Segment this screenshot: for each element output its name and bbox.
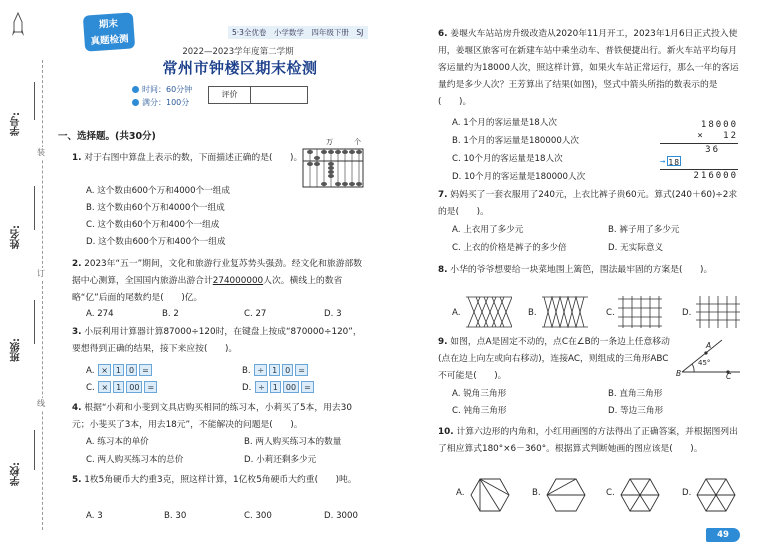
calc-key: ÷ (255, 381, 268, 393)
student-id-line (34, 82, 35, 120)
question-number: 4. (72, 403, 82, 413)
q7-option-b[interactable]: B. 裤子用了多少元 (608, 225, 680, 235)
abacus-label-ge: 个 (354, 138, 361, 146)
q8-option-d[interactable]: D. (682, 308, 692, 318)
boxed-digit: 18 (668, 158, 681, 167)
underlined-number: 274000000 (212, 276, 264, 286)
grade-label: 评价 (209, 87, 251, 103)
q5-option-a[interactable]: A. 3 (86, 511, 103, 521)
q8-option-a[interactable]: A. (452, 308, 461, 318)
calc-key: = (295, 364, 308, 376)
page-title: 常州市钟楼区期末检测 (162, 59, 318, 77)
hexagon-a-figure (470, 478, 510, 516)
arrow-box (667, 156, 681, 166)
question-text: 小辰利用计算器计算87000÷120时，在键盘上按成“870000÷120”，要想得到正确的结果，接下来应按( )。 (72, 327, 362, 354)
question-number: 3. (72, 327, 82, 337)
q5-option-b[interactable]: B. 30 (164, 511, 187, 521)
q10-option-b[interactable]: B. (532, 488, 541, 498)
term-label: 2022—2023学年度第二学期 (182, 47, 294, 57)
question-text: 1枚5角硬币大约重3克，照这样计算，1亿枚5角硬币大约重( )吨。 (84, 475, 357, 485)
class-line (34, 300, 35, 344)
question-3 (72, 324, 364, 358)
calc-key: 0 (282, 364, 293, 376)
calc-key: × (98, 381, 111, 393)
mult-row-arrow (660, 156, 738, 168)
fence-d-figure (696, 296, 740, 332)
class-label: 班级: (11, 338, 22, 362)
question-number: 2. (72, 259, 82, 269)
question-2 (72, 256, 364, 307)
q4-option-b[interactable]: B. 两人购买练习本的数量 (244, 437, 342, 447)
q3-option-b[interactable] (242, 364, 309, 378)
q5-option-d[interactable]: D. 3000 (324, 511, 358, 521)
question-number: 6. (438, 29, 448, 39)
hexagon-b-figure (546, 478, 586, 516)
question-8 (438, 262, 740, 279)
angle-figure (676, 336, 742, 382)
question-number: 9. (438, 337, 448, 347)
calc-key: = (301, 381, 314, 393)
hexagon-c-figure (620, 478, 660, 516)
section-heading: 一、选择题。(共30分) (58, 131, 156, 142)
student-id-label: 学号: (11, 112, 22, 136)
calc-key: 1 (269, 364, 280, 376)
question-6 (438, 26, 740, 111)
cut-mark-1: 装 (37, 147, 45, 160)
q3-option-a[interactable] (86, 364, 153, 378)
name-label: 姓名: (11, 225, 22, 249)
calc-key: 1 (113, 381, 124, 393)
point-c-label: C (726, 372, 732, 381)
mult-row: 216000 (693, 171, 738, 181)
q1-option-d[interactable]: D. 这个数由600个万和400个一组成 (86, 237, 226, 247)
question-number: 7. (438, 190, 448, 200)
cut-line (42, 60, 43, 530)
abacus-label-wan: 万 (326, 138, 333, 146)
series-label: 5·3全优卷 小学数学 四年级下册 SJ (228, 26, 368, 39)
point-b-label: B (676, 369, 682, 378)
q6-option-b[interactable]: B. 1个月的客运量是180000人次 (452, 136, 579, 146)
q4-option-a[interactable]: A. 练习本的单价 (86, 437, 149, 447)
q8-option-c[interactable]: C. (606, 308, 615, 318)
fence-b-figure (542, 296, 588, 332)
badge-line-2: 真题检测 (90, 33, 129, 48)
clock-icon (132, 86, 139, 93)
calc-key: = (139, 364, 152, 376)
question-text: 妈妈买了一套衣服用了240元，上衣比裤子贵60元。算式(240＋60)÷2求的是( )。 (438, 190, 738, 217)
logo-icon (12, 12, 24, 38)
question-9 (438, 334, 670, 385)
binding-strip (0, 0, 52, 550)
question-text: 小华的爷爷想要给一块菜地围上篱笆，围法最牢固的方案是( )。 (450, 265, 713, 275)
question-text: 根据“小莉和小斐到文具店购买相同的练习本，小莉买了5本，用去30元；小斐买了3本，用去18元”，不能解决的问题是( )。 (72, 403, 352, 430)
q6-option-a[interactable]: A. 1个月的客运量是18人次 (452, 118, 557, 128)
question-text: 2023年“五一”期间，文化和旅游行业复苏势头强劲。经文化和旅游部数据中心测算，全国国内旅游出游合计 (72, 259, 363, 286)
calc-key: × (98, 364, 111, 376)
school-line (34, 430, 35, 470)
q9-option-d[interactable]: D. 等边三角形 (608, 406, 664, 416)
q2-option-a[interactable]: A. 274 (86, 309, 114, 319)
q7-option-a[interactable]: A. 上衣用了多少元 (452, 225, 524, 235)
calc-key: 00 (126, 381, 142, 393)
name-line (34, 186, 35, 230)
question-10 (438, 424, 740, 458)
angle-label: 45° (698, 359, 711, 367)
question-5 (72, 472, 364, 489)
calc-key: = (144, 381, 157, 393)
question-4 (72, 400, 364, 434)
q10-option-c[interactable]: C. (606, 488, 615, 498)
q9-option-c[interactable]: C. 钝角三角形 (452, 406, 507, 416)
score-info (132, 98, 189, 109)
q2-option-d[interactable]: D. 3 (324, 309, 342, 319)
time-info (132, 85, 192, 96)
question-number: 5. (72, 475, 82, 485)
option-letter: B. (242, 366, 251, 376)
q10-option-d[interactable]: D. (682, 488, 692, 498)
q9-option-b[interactable]: B. 直角三角形 (608, 389, 663, 399)
question-number: 10. (438, 427, 454, 437)
score-icon (132, 99, 139, 106)
q5-option-c[interactable]: C. 300 (244, 511, 272, 521)
question-text: 姜堰火车站站房升级改造从2020年11月开工，2023年1月6日正式投入使用，姜堰区旅客可在新建车站中乘坐动车、普铁便捷出行。新火车站平均每月客运量约为18000人次，照这样计算，如果火车站正常运行，那么一年的客运量约是多少人次？王芳算出了结果(如图)，竖式中箭头所指的数表示的是( )。 (438, 29, 739, 107)
q8-option-b[interactable]: B. (528, 308, 537, 318)
abacus-figure (302, 138, 364, 188)
cut-mark-2: 订 (37, 268, 45, 281)
question-number: 1. (72, 153, 82, 163)
q4-option-c[interactable]: C. 两人购买练习本的总价 (86, 455, 184, 465)
q3-option-d[interactable] (242, 381, 315, 395)
q3-option-c[interactable] (86, 381, 158, 395)
cut-mark-3: 线 (37, 398, 45, 411)
q1-option-c[interactable]: C. 这个数由60个万和400个一组成 (86, 220, 220, 230)
q1-option-b[interactable]: B. 这个数由60个万和4000个一组成 (86, 203, 225, 213)
page-number: 49 (706, 528, 740, 542)
vertical-multiplication (660, 120, 738, 182)
calc-key: 1 (270, 381, 281, 393)
fence-c-figure (618, 296, 662, 332)
question-text: 如图，点A是固定不动的，点C在∠B的一条边上任意移动(点在边上向左或向右移动)，连接AC，则组成的三角形ABC不可能是( )。 (438, 337, 670, 381)
question-7 (438, 187, 740, 221)
question-1 (72, 150, 304, 167)
mult-row: 36 (705, 145, 720, 155)
option-letter: D. (242, 383, 252, 393)
mult-row: 18000 (700, 120, 738, 130)
mult-row: × 12 (697, 131, 738, 141)
q2-option-c[interactable]: C. 27 (244, 309, 267, 319)
school-label: 学校: (11, 462, 22, 486)
badge-line-1: 期末 (98, 18, 119, 31)
calc-key: ÷ (254, 364, 267, 376)
mult-rule (660, 169, 738, 170)
option-letter: C. (86, 383, 95, 393)
q10-option-a[interactable]: A. (456, 488, 465, 498)
question-text: 对于右图中算盘上表示的数，下面描述正确的是( )。 (84, 153, 303, 163)
q7-option-c[interactable]: C. 上衣的价格是裤子的多少倍 (452, 243, 567, 253)
grade-box[interactable] (208, 86, 308, 104)
question-number: 8. (438, 265, 448, 275)
q6-option-d[interactable]: D. 10个月的客运量是180000人次 (452, 172, 586, 182)
q1-option-a[interactable]: A. 这个数由600个万和4000个一组成 (86, 186, 230, 196)
time-label: 时间：60分钟 (142, 85, 193, 94)
calc-key: 00 (283, 381, 299, 393)
q4-option-d[interactable]: D. 小莉还剩多少元 (244, 455, 317, 465)
question-text: 计算六边形的内角和，小红用画图的方法得出了正确答案，并根据图列出了相应算式180°×6－360°。根据算式判断她画的图应该是( )。 (438, 427, 738, 454)
calc-key: 0 (126, 364, 137, 376)
hexagon-d-figure (696, 478, 736, 516)
q2-option-b[interactable]: B. 2 (162, 309, 179, 319)
fence-a-figure (466, 296, 512, 332)
arrow-icon: → (660, 157, 668, 167)
calc-key: 1 (113, 364, 124, 376)
q6-option-c[interactable]: C. 10个月的客运量是18人次 (452, 154, 563, 164)
option-letter: A. (86, 366, 95, 376)
q9-option-a[interactable]: A. 锐角三角形 (452, 389, 507, 399)
mult-rule (660, 143, 738, 144)
score-total: 满分：100分 (142, 98, 190, 107)
point-a-label: A (706, 341, 712, 350)
question-text-cont: 人次。横线上的数省略“亿”后面的尾数约是( )亿。 (72, 276, 343, 303)
exam-badge (83, 12, 135, 51)
q7-option-d[interactable]: D. 无实际意义 (608, 243, 664, 253)
